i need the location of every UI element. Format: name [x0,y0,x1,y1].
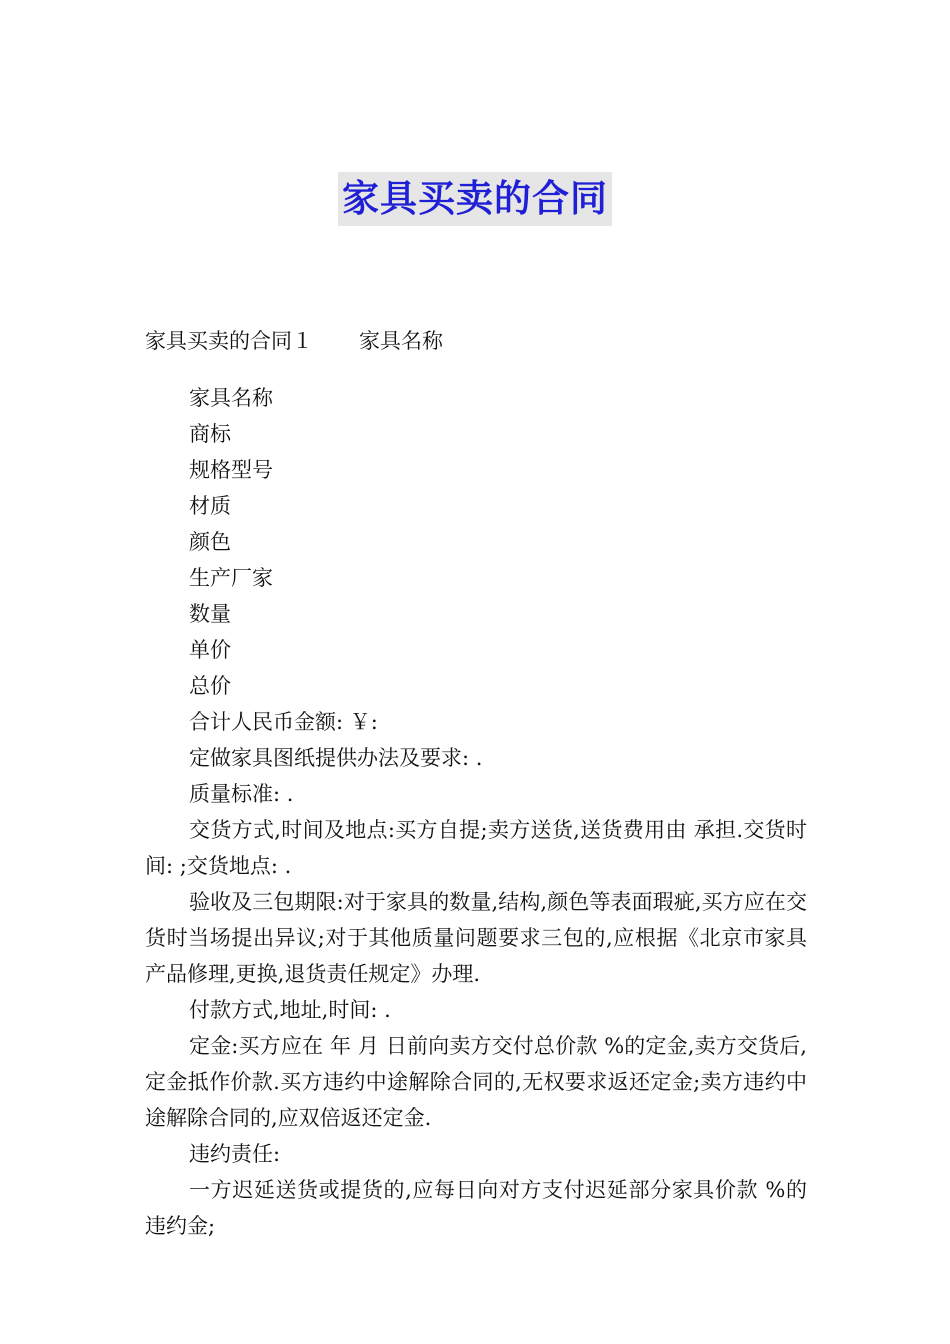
paragraph-acceptance: 验收及三包期限:对于家具的数量,结构,颜色等表面瑕疵,买方应在交货时当场提出异议;对于其他质量问题要求三包的,应根据《北京市家具产品修理,更换,退货责任规定》办理. [145,890,807,986]
item-furniture-name: 家具名称 [189,386,273,410]
document-title: 家具买卖的合同 [338,172,612,226]
item-manufacturer: 生产厂家 [189,566,273,590]
item-color: 颜色 [189,530,231,554]
item-trademark: 商标 [189,422,231,446]
item-unit-price: 单价 [189,638,231,662]
item-model: 规格型号 [189,458,273,482]
paragraph-deposit: 定金:买方应在 年 月 日前向卖方交付总价款 %的定金,卖方交货后,定金抵作价款.买方违约中途解除合同的,无权要求返还定金;卖方违约中途解除合同的,应双倍返还定金. [145,1034,807,1130]
item-total-price: 总价 [189,674,231,698]
paragraph-delivery: 交货方式,时间及地点:买方自提;卖方送货,送货费用由 承担.交货时间: ;交货地点: . [145,818,807,878]
document-body [145,302,807,1244]
item-quality-standard: 质量标准: . [189,782,294,806]
title-block [0,172,950,226]
first-line-heading: 家具买卖的合同１ [145,329,313,353]
paragraph-payment: 付款方式,地址,时间: . [189,998,391,1022]
first-line-label: 家具名称 [359,329,443,353]
first-line [145,323,807,359]
item-quantity: 数量 [189,602,231,626]
paragraph-liability-heading: 违约责任: [189,1142,281,1166]
item-material: 材质 [189,494,231,518]
item-total-rmb: 合计人民币金额: ￥: [189,710,378,734]
paragraph-late-delivery: 一方迟延送货或提货的,应每日向对方支付迟延部分家具价款 %的违约金; [145,1178,807,1238]
item-drawing-requirements: 定做家具图纸提供办法及要求: . [189,746,483,770]
